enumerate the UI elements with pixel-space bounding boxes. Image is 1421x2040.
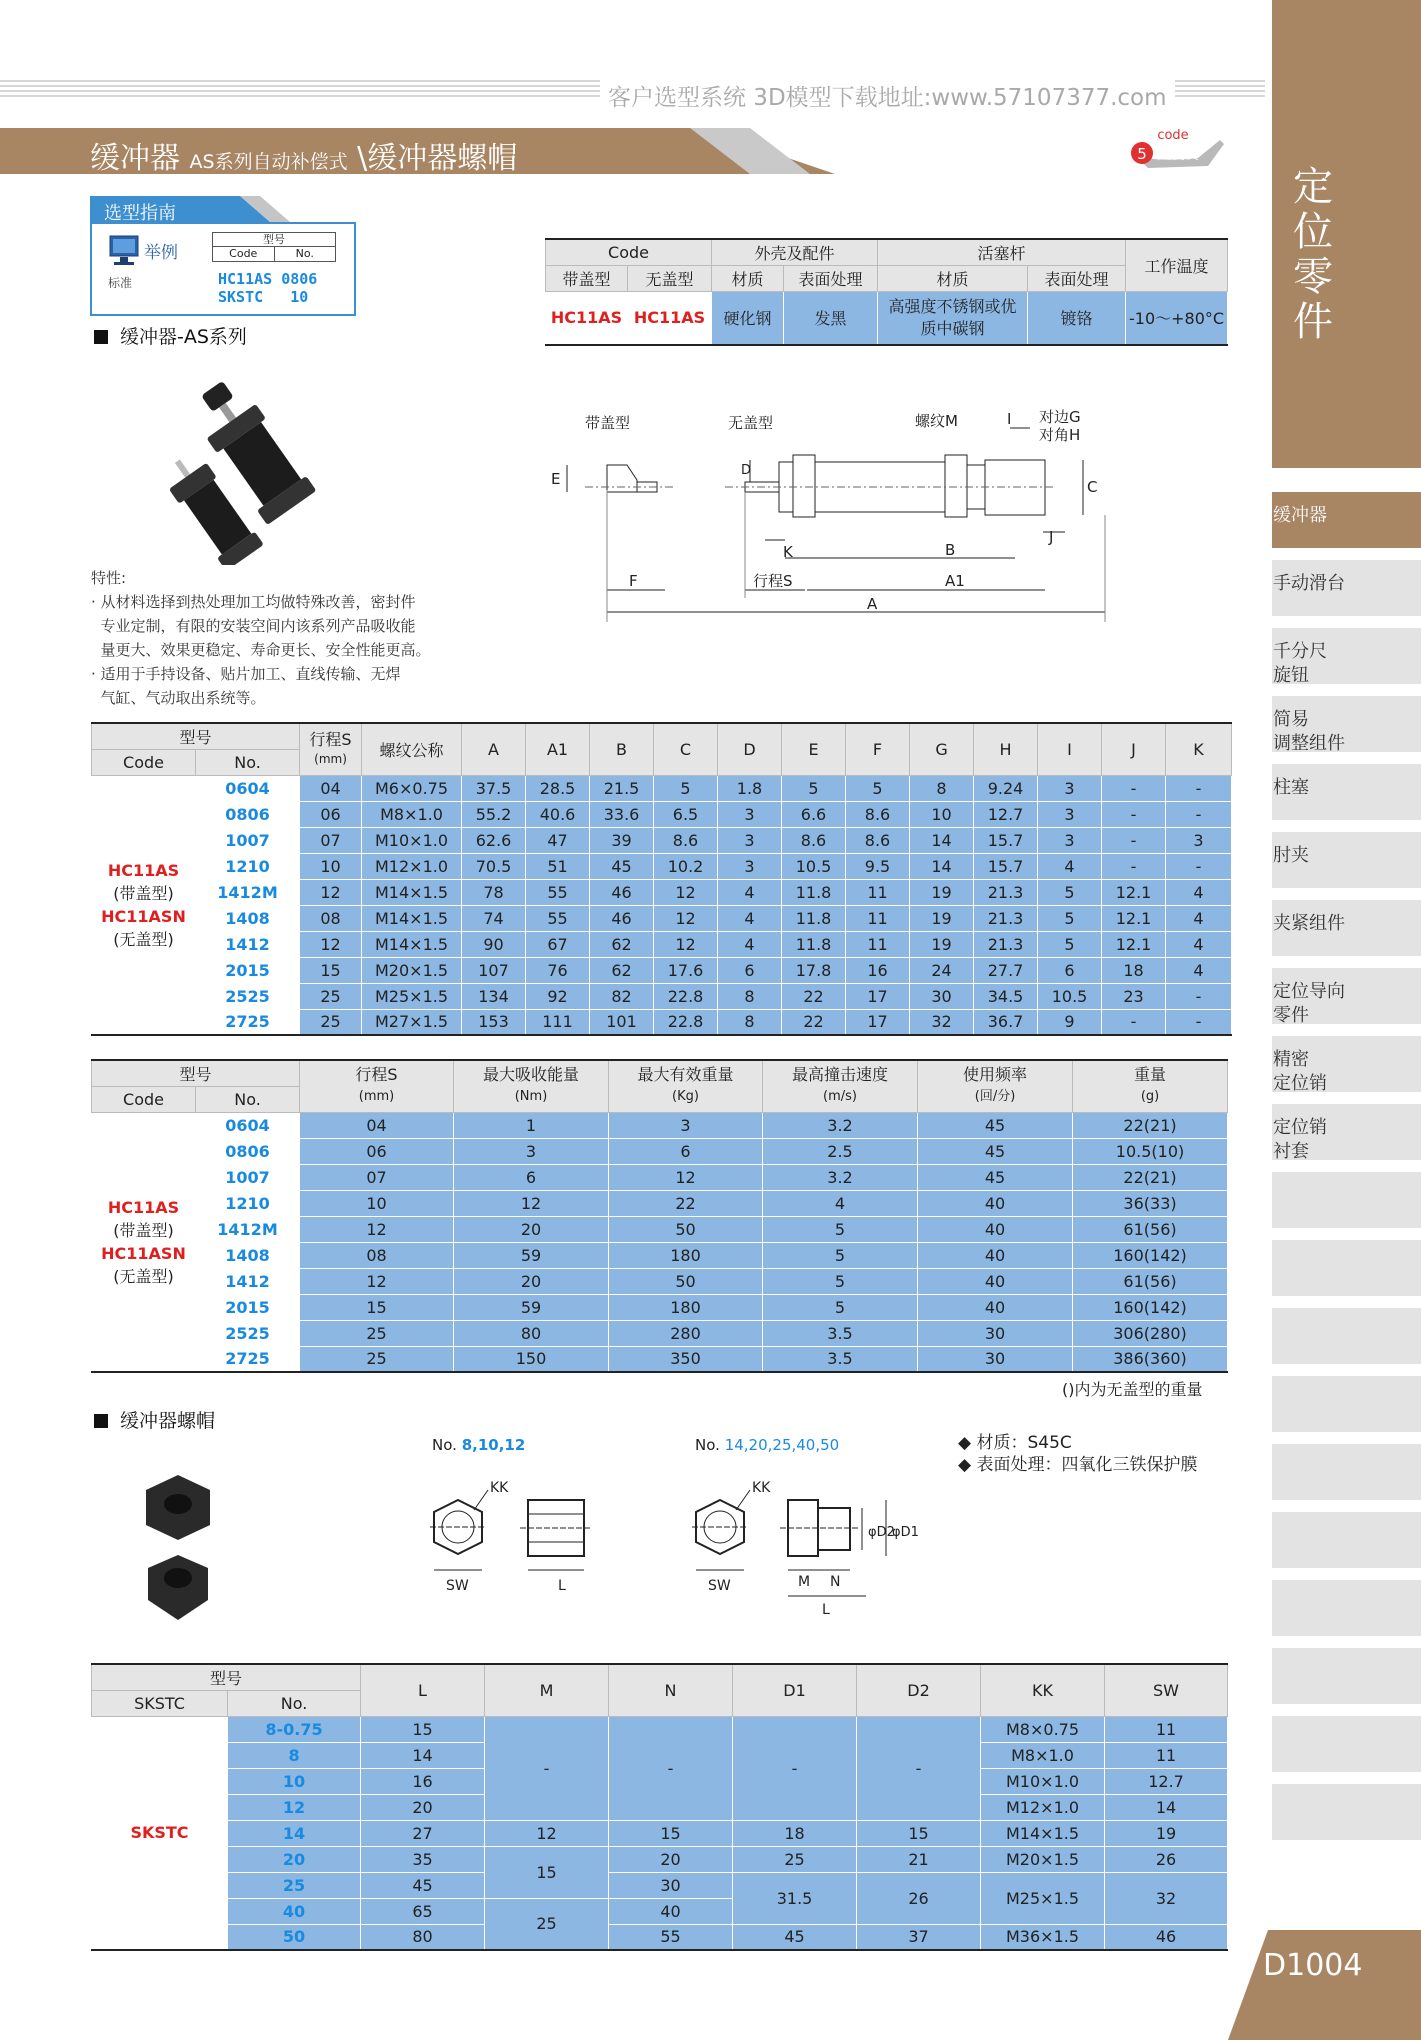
svg-text:N: N [830, 1574, 841, 1590]
svg-text:L: L [822, 1602, 830, 1618]
table-row: 2015 15 59 180 5 40 160(142) [92, 1294, 1228, 1320]
table-row: 1007 07 6 12 3.2 45 22(21) [92, 1164, 1228, 1190]
table-row: 1408 08 59 180 5 40 160(142) [92, 1242, 1228, 1268]
nut-drawing [410, 1470, 950, 1640]
table-row: 2725 25 M27×1.5 153 111 101 22.8 8 22 17 32 36.7 9 - - [92, 1009, 1232, 1035]
nav-item-empty [1272, 1308, 1421, 1368]
code-cell: HC11AS (带盖型) HC11ASN (无盖型) [92, 1112, 196, 1372]
svg-text:A: A [867, 595, 878, 613]
features: 特性: · 从材料选择到热处理加工均做特殊改善，密封件 专业定制，有限的安装空间内该系列产品吸收能 量更大、效果更稳定、寿命更长、安全性能更高。 · 适用于手持设备、贴片加工、直线传输、无焊 气缸、气动取出系统等。 [91, 569, 431, 707]
svg-text:KK: KK [490, 1480, 509, 1496]
table-row: 2015 15 M20×1.5 107 76 62 17.6 6 17.8 16 24 27.7 6 18 4 [92, 957, 1232, 983]
svg-text:φD1: φD1 [892, 1525, 919, 1540]
svg-text:φD2: φD2 [868, 1525, 895, 1540]
nav-item-empty [1272, 1172, 1421, 1232]
table-row: 1210 10 12 22 4 40 36(33) [92, 1190, 1228, 1216]
svg-text:M: M [798, 1574, 811, 1590]
category-title: 定位零件 [1293, 164, 1333, 345]
buffer-photo [125, 355, 355, 565]
svg-text:B: B [945, 541, 956, 559]
section-as-series: 缓冲器-AS系列 [94, 322, 247, 349]
nav-item-empty [1272, 1240, 1421, 1300]
page-number: D1004 [1263, 1948, 1363, 1983]
performance-table: 型号 行程S (mm) 最大吸收能量 (Nm) 最大有效重量 (Kg) 最高撞击速度 (m/s) 使用频率 (回/分) 重量 (g) Code No. HC11AS (带盖型) HC11ASN (无盖型) 0604 04 1 3 3.2 45 22(21) 0806 06 3 6 2.5 45 10.5(10) 1007 07 6 12 3.2 45 22(21) 1210 10 12 22 4 40 36(33) 1412M 12 20 50 5 40 61(56) 1408 08 59 180 5 40 160(142) 1412 12 20 50 5 40 61(56) 2015 15 59 180 5 40 160(142) 2525 25 80 280 3.5 30 306(280) 2725 25 150 350 3.5 30 386(360) [91, 1059, 1228, 1373]
svg-text:SW: SW [446, 1578, 469, 1594]
dimension-table: 型号 行程S (mm) 螺纹公称 A A1 B C D E F G H I J K Code No. HC11AS (带盖型) HC11ASN (无盖型) 0604 04 M6×0.75 37.5 28.5 21.5 5 1.8 5 5 8 9.24 3 - - 0806 06 M8×1.0 55.2 40.6 33.6 6.5 3 6.6 8.6 10 12.7 3 - - 1007 07 M10×1.0 62.6 47 39 8.6 3 8.6 8.6 14 15.7 3 - 3 1210 10 M12×1.0 70.5 51 45 10.2 3 10.5 9.5 14 15.7 4 - - 1412M 12 M14×1.5 78 55 46 12 4 11.8 11 19 21.3 5 12.1 4 1408 08 M14×1.5 74 55 46 12 4 11.8 11 19 21.3 5 12.1 4 1412 12 M14×1.5 90 67 62 12 4 11.8 11 19 21.3 5 12.1 4 2015 15 M20×1.5 107 76 62 17.6 6 17.8 16 24 27.7 6 18 4 2525 25 M25×1.5 134 92 82 22.8 8 22 17 30 34.5 10.5 23 - 2725 25 M27×1.5 153 111 101 22.8 8 22 17 32 36.7 9 - - [91, 722, 1232, 1036]
nav-item-empty [1272, 1716, 1421, 1776]
guide-box [90, 222, 356, 316]
svg-text:D: D [741, 463, 752, 478]
svg-text:A1: A1 [945, 572, 965, 590]
svg-text:天发货: 天发货 [1157, 147, 1199, 163]
page-number-tab [1228, 1930, 1421, 2040]
table-row: 1412 12 M14×1.5 90 67 62 12 4 11.8 11 19 21.3 5 12.1 4 [92, 931, 1232, 957]
nav-item-plunger[interactable]: 柱塞 [1272, 764, 1421, 824]
guide-title: 选型指南 [104, 203, 176, 224]
nav-item-empty [1272, 1648, 1421, 1708]
nav-item-adjust[interactable]: 简易 调整组件 [1272, 696, 1421, 756]
table-row: 1412M 12 M14×1.5 78 55 46 12 4 11.8 11 19 21.3 5 12.1 4 [92, 879, 1232, 905]
table-row: HC11AS (带盖型) HC11ASN (无盖型) 0604 04 M6×0.75 37.5 28.5 21.5 5 1.8 5 5 8 9.24 3 - - [92, 775, 1232, 801]
guide-standard: 标准 [108, 276, 133, 290]
header-url: 客户选型系统 3D模型下载地址:www.57107377.com [600, 79, 1175, 112]
nut-group2-label: No. 14,20,25,40,50 [695, 1436, 840, 1454]
table-row: 0806 06 M8×1.0 55.2 40.6 33.6 6.5 3 6.6 8.6 10 12.7 3 - - [92, 801, 1232, 827]
nav-item-empty [1272, 1512, 1421, 1572]
table-row: 1210 10 M12×1.0 70.5 51 45 10.2 3 10.5 9.5 14 15.7 4 - - [92, 853, 1232, 879]
table-row: 2525 25 M25×1.5 134 92 82 22.8 8 22 17 30 34.5 10.5 23 - [92, 983, 1232, 1009]
delivery-badge [1128, 126, 1228, 170]
nut-surface: ◆ 表面处理：四氧化三铁保护膜 [958, 1455, 1198, 1475]
nav-item-toggle-clamp[interactable]: 肘夹 [1272, 832, 1421, 892]
svg-text:C: C [1087, 478, 1098, 496]
table-row: HC11AS (带盖型) HC11ASN (无盖型) 0604 04 1 3 3.2 45 22(21) [92, 1112, 1228, 1138]
monitor-icon [108, 234, 142, 266]
table-row: 1412M 12 20 50 5 40 61(56) [92, 1216, 1228, 1242]
weight-note: ()内为无盖型的重量 [1062, 1380, 1203, 1399]
guide-example: 举例 [144, 243, 178, 263]
spec-table: Code 外壳及配件 活塞杆 工作温度 带盖型 无盖型 材质 表面处理 材质 表面处理 HC11AS HC11AS 硬化钢 发黑 高强度不锈钢或优质中碳钢 镀铬 -10～+80°C [545, 238, 1228, 346]
nav-item-bushing[interactable]: 定位销 衬套 [1272, 1104, 1421, 1164]
svg-text:螺纹M: 螺纹M [915, 412, 958, 430]
section-nut: 缓冲器螺帽 [94, 1406, 215, 1433]
nav-item-pin[interactable]: 精密 定位销 [1272, 1036, 1421, 1096]
buffer-diagram [545, 400, 1165, 630]
nut-table: 型号 L M N D1 D2 KK SW SKSTC No. SKSTC 8-0.75 15 - - - - M8×0.75 11 8 14 M8×1.0 11 10 16 M10×1.0 12.7 12 20 M12×1.0 14 14 27 12 15 18 15 M14×1.5 19 20 35 15 20 25 21 M20×1.5 26 25 45 30 31.5 26 M25×1.5 32 40 65 25 40 50 80 55 45 37 M36×1.5 46 [91, 1663, 1228, 1951]
svg-text:L: L [558, 1578, 566, 1594]
svg-text:SW: SW [708, 1578, 731, 1594]
nav-item-buffer[interactable]: 缓冲器 [1272, 492, 1421, 552]
guide-examples: HC11AS 0806 SKSTC 10 [218, 270, 318, 306]
nav-item-empty [1272, 1444, 1421, 1504]
nav-item-empty [1272, 1580, 1421, 1640]
table-row: 0806 06 3 6 2.5 45 10.5(10) [92, 1138, 1228, 1164]
code-cell: HC11AS (带盖型) HC11ASN (无盖型) [92, 775, 196, 1035]
nut-material: ◆ 材质：S45C [958, 1433, 1072, 1453]
nav-item-guide[interactable]: 定位导向 零件 [1272, 968, 1421, 1028]
nav-item-clamp[interactable]: 夹紧组件 [1272, 900, 1421, 960]
nut-code: SKSTC [92, 1716, 228, 1950]
nut-photo [128, 1470, 228, 1630]
svg-text:行程S: 行程S [753, 572, 793, 590]
svg-text:5: 5 [1137, 145, 1147, 163]
page-title: 缓冲器 AS系列自动补偿式 \缓冲器螺帽 [90, 141, 518, 176]
nav-item-manual-slide[interactable]: 手动滑台 [1272, 560, 1421, 620]
svg-text:K: K [783, 543, 793, 561]
svg-text:带盖型: 带盖型 [585, 414, 631, 432]
svg-text:KK: KK [752, 1480, 771, 1496]
svg-text:对边G: 对边G [1039, 408, 1081, 426]
table-row: 2525 25 80 280 3.5 30 306(280) [92, 1320, 1228, 1346]
svg-text:对角H: 对角H [1039, 426, 1081, 444]
nav-item-empty [1272, 1784, 1421, 1844]
svg-text:J: J [1049, 528, 1054, 546]
svg-text:code: code [1157, 128, 1189, 143]
nav-item-empty [1272, 1376, 1421, 1436]
guide-legend: 型号 Code No. [212, 232, 336, 262]
nut-group1-label: No. 8,10,12 [432, 1436, 526, 1454]
svg-text:E: E [551, 470, 561, 488]
svg-text:无盖型: 无盖型 [728, 414, 774, 432]
nav-item-micrometer[interactable]: 千分尺 旋钮 [1272, 628, 1421, 688]
svg-text:F: F [629, 572, 638, 590]
table-row: 1007 07 M10×1.0 62.6 47 39 8.6 3 8.6 8.6 14 15.7 3 - 3 [92, 827, 1232, 853]
svg-text:I: I [1007, 410, 1012, 428]
table-row: 1412 12 20 50 5 40 61(56) [92, 1268, 1228, 1294]
table-row: 2725 25 150 350 3.5 30 386(360) [92, 1346, 1228, 1372]
table-row: 1408 08 M14×1.5 74 55 46 12 4 11.8 11 19 21.3 5 12.1 4 [92, 905, 1232, 931]
